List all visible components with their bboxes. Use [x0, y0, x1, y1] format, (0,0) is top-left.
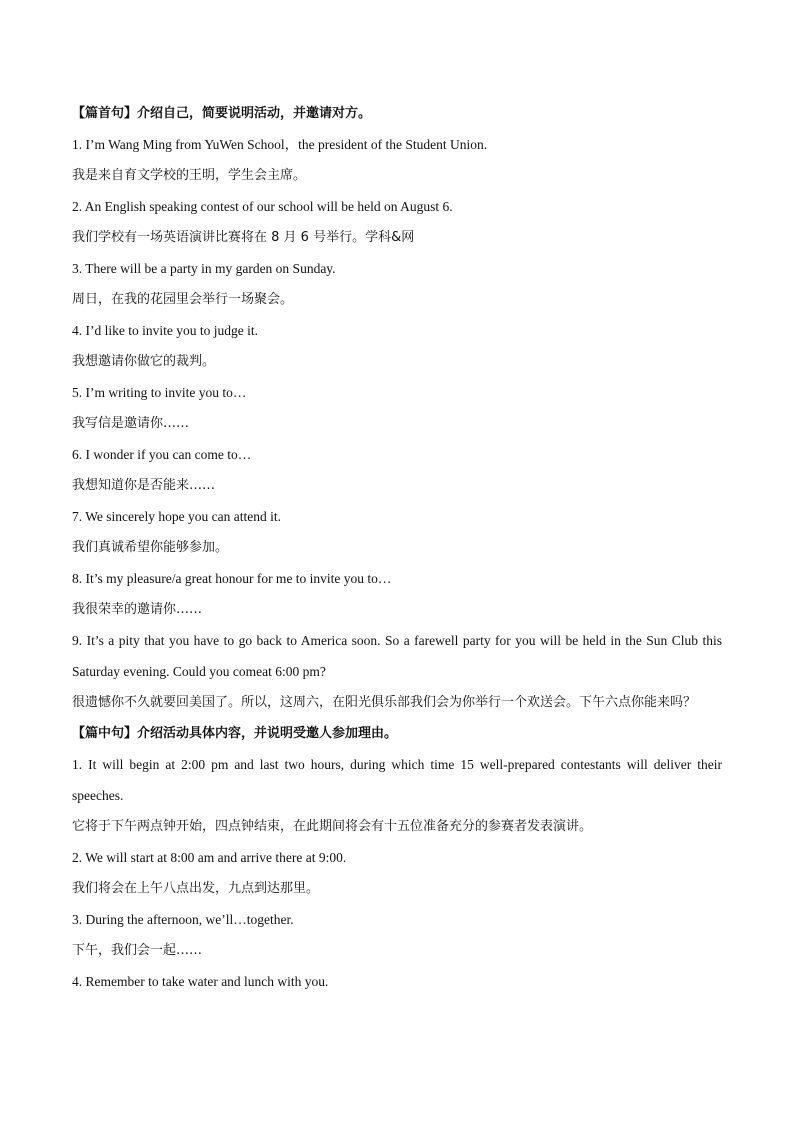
sentence-zh-10: 它将于下午两点钟开始，四点钟结束，在此期间将会有十五位准备充分的参赛者发表演讲。 [72, 819, 593, 834]
sentence-zh-2: 我们学校有一场英语演讲比赛将在 8 月 6 号举行。学科&网 [72, 230, 415, 245]
sentence-en-10: 1. It will begin at 2:00 pm and last two hours, during which time 15 well-prepared contestants will deliver their speeches. [72, 757, 722, 803]
sentence-en-12: 3. During the afternoon, we’ll…together. [72, 912, 294, 927]
sentence-zh-3: 周日，在我的花园里会举行一场聚会。 [72, 292, 294, 307]
document-body [72, 98, 722, 997]
sentence-en-8: 8. It’s my pleasure/a great honour for me to invite you to… [72, 571, 392, 586]
sentence-en-2: 2. An English speaking contest of our school will be held on August 6. [72, 199, 453, 214]
section-heading-middle: 【篇中句】介绍活动具体内容，并说明受邀人参加理由。 [72, 726, 398, 741]
sentence-zh-4: 我想邀请你做它的裁判。 [72, 354, 216, 369]
sentence-en-9: 9. It’s a pity that you have to go back to America soon. So a farewell party for you will be held in the Sun Club this Saturday evening. Could you comeat 6:00 pm? [72, 633, 722, 679]
sentence-zh-12: 下午，我们会一起…… [72, 943, 203, 958]
sentence-zh-5: 我写信是邀请你…… [72, 416, 190, 431]
sentence-zh-7: 我们真诚希望你能够参加。 [72, 540, 229, 555]
section-heading-opening: 【篇首句】介绍自己，简要说明活动，并邀请对方。 [72, 106, 372, 121]
sentence-en-6: 6. I wonder if you can come to… [72, 447, 252, 462]
sentence-zh-9: 很遗憾你不久就要回美国了。所以，这周六，在阳光俱乐部我们会为你举行一个欢送会。下午六点你能来吗？ [72, 695, 697, 710]
sentence-en-4: 4. I’d like to invite you to judge it. [72, 323, 258, 338]
sentence-en-7: 7. We sincerely hope you can attend it. [72, 509, 281, 524]
sentence-zh-11: 我们将会在上午八点出发，九点到达那里。 [72, 881, 320, 896]
sentence-zh-6: 我想知道你是否能来…… [72, 478, 216, 493]
sentence-en-5: 5. I’m writing to invite you to… [72, 385, 247, 400]
sentence-en-3: 3. There will be a party in my garden on Sunday. [72, 261, 336, 276]
sentence-en-1: 1. I’m Wang Ming from YuWen School，the president of the Student Union. [72, 137, 488, 152]
sentence-en-13: 4. Remember to take water and lunch with you. [72, 974, 329, 989]
sentence-zh-1: 我是来自育文学校的王明，学生会主席。 [72, 168, 307, 183]
sentence-en-11: 2. We will start at 8:00 am and arrive there at 9:00. [72, 850, 347, 865]
sentence-zh-8: 我很荣幸的邀请你…… [72, 602, 203, 617]
